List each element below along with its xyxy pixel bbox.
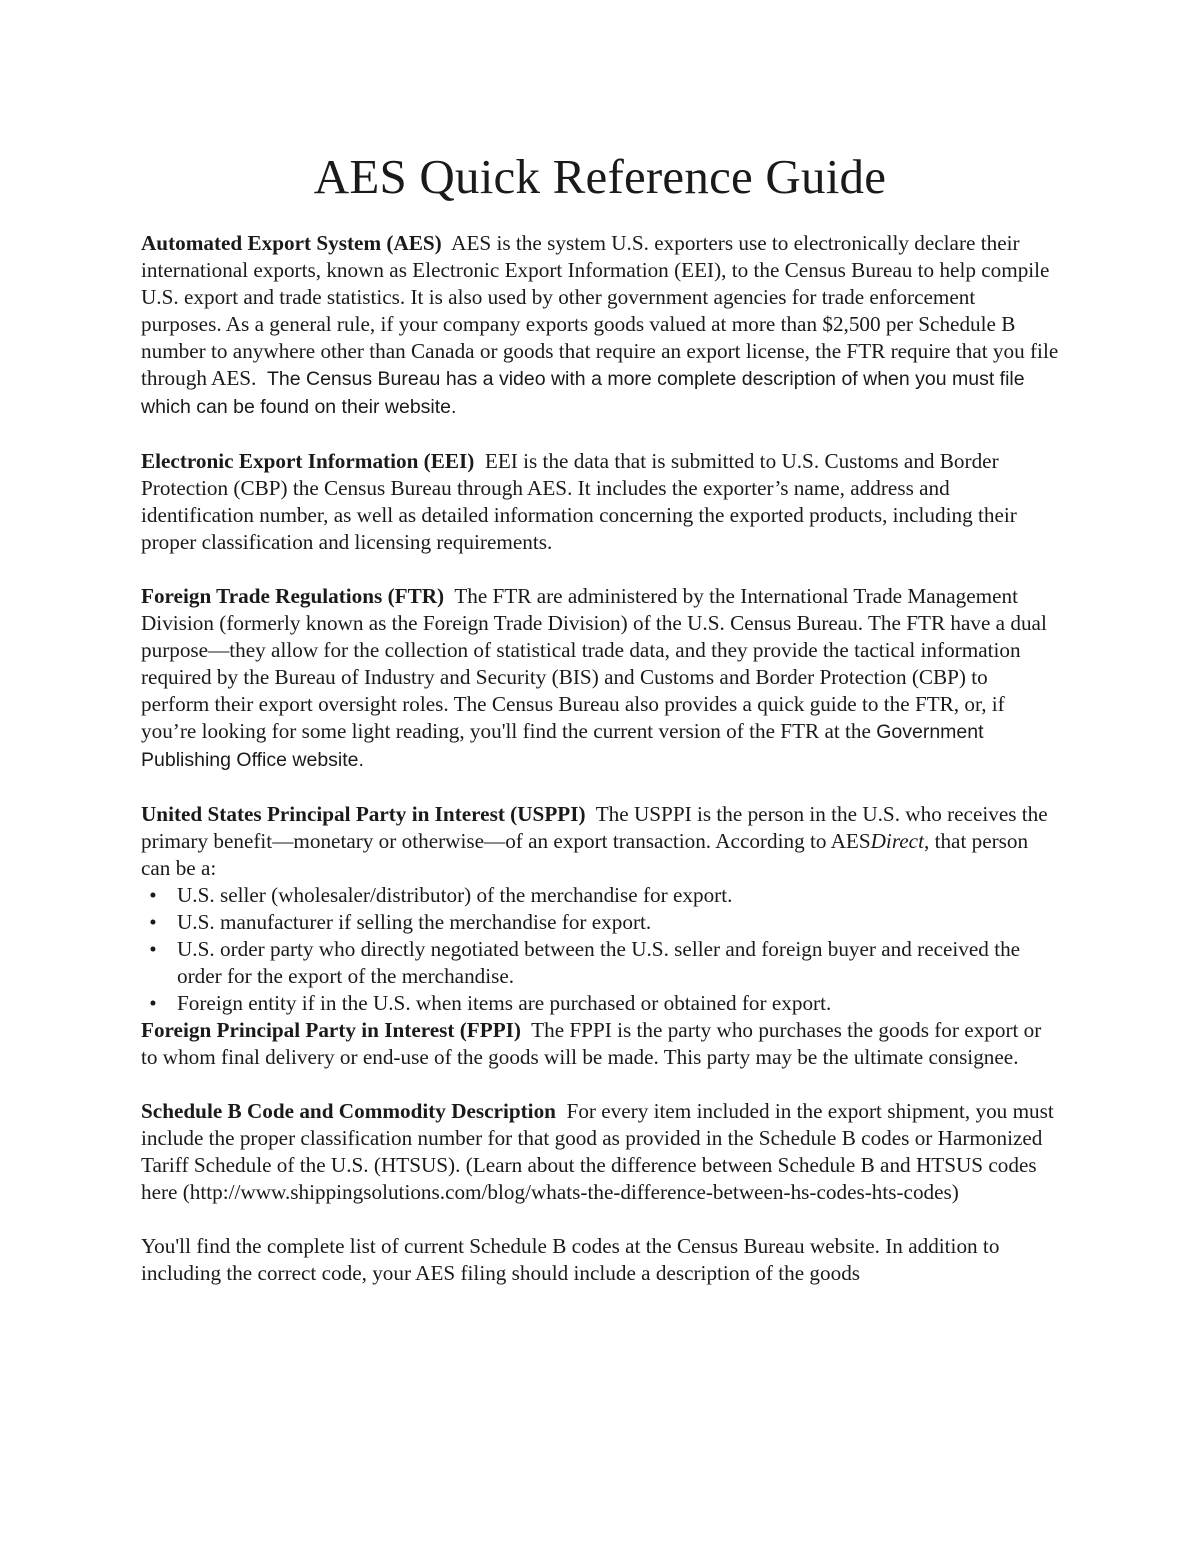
usppi-description: The USPPI is the person in the U.S. who receives the primary benefit—monetary or otherwise—of an export transaction. According to [141, 801, 1048, 853]
eei-description: EEI is the data that is submitted to U.S. Customs and Border Protection (CBP) the Census Bureau through AES. It includes the exporter’s name, address and identification number, as well as detailed information concerning the exported products, including their proper classification and licensing requirements. [141, 448, 1017, 554]
schedule-b-list-description: You'll find the complete list of current Schedule B codes at the Census Bureau website. In addition to including the correct code, your AES filing should include a description of the goods [141, 1233, 1000, 1285]
list-item: • U.S. seller (wholesaler/distributor) of the merchandise for export. [141, 882, 1059, 909]
list-item: • Foreign entity if in the U.S. when items are purchased or obtained for export. [141, 990, 1059, 1017]
aes-video-note: The Census Bureau has a video with a more complete description of when you must file which can be found on their website. [141, 367, 1025, 418]
gpo-website-link[interactable]: Government Publishing Office website. [141, 720, 984, 771]
term-ftr: Foreign Trade Regulations (FTR) [141, 583, 445, 608]
term-usppi: United States Principal Party in Interest (USPPI) [141, 801, 586, 826]
schedule-b-description: For every item included in the export shipment, you must include the proper classification number for that good as provided in the Schedule B codes or Harmonized Tariff Schedule of the U.S. (HTSUS). (Learn about the difference between Schedule B and HTSUS codes here (http://www.shippingsolutions.com/blog/whats-the-difference-between-hs-codes-hts-codes) [141, 1098, 1054, 1204]
term-fppi: Foreign Principal Party in Interest (FPPI) [141, 1017, 521, 1042]
list-item: • U.S. manufacturer if selling the merchandise for export. [141, 909, 1059, 936]
bullet-icon: • [149, 990, 157, 1015]
aesdirect-italic: Direct [870, 828, 924, 853]
section-fppi [141, 1017, 1059, 1071]
usppi-bullet-list [141, 882, 1059, 1017]
section-aes [141, 230, 1059, 421]
section-schedule-b [141, 1098, 1059, 1206]
section-usppi [141, 801, 1059, 882]
aes-description: AES is the system U.S. exporters use to electronically declare their international exports, known as Electronic Export Information (EEI), to the Census Bureau to help compile U.S. export and trade statistics. It is also used by other government agencies for trade enforcement purposes. As a general rule, if your company exports goods valued at more than $2,500 per Schedule B number to anywhere other than Canada or goods that require an export license, the FTR require that you file through AES. [141, 230, 1059, 390]
bullet-icon: • [149, 909, 157, 934]
list-item: • U.S. order party who directly negotiated between the U.S. seller and foreign buyer and received the order for the export of the merchandise. [141, 936, 1059, 990]
bullet-icon: • [149, 882, 157, 907]
page-title: AES Quick Reference Guide [313, 149, 887, 204]
document-body [141, 150, 1059, 1287]
usppi-description-end: , that person can be a: [141, 828, 1029, 880]
section-eei [141, 448, 1059, 556]
term-eei: Electronic Export Information (EEI) [141, 448, 475, 473]
fppi-description: The FPPI is the party who purchases the goods for export or to whom final delivery or end-use of the goods will be made. This party may be the ultimate consignee. [141, 1017, 1042, 1069]
section-ftr [141, 583, 1059, 774]
term-schedule-b: Schedule B Code and Commodity Description [141, 1098, 556, 1123]
aesdirect-prefix: AES [830, 828, 871, 853]
section-schedule-b-list [141, 1233, 1059, 1287]
ftr-description: The FTR are administered by the International Trade Management Division (formerly known as the Foreign Trade Division) of the U.S. Census Bureau. The FTR have a dual purpose—they allow for the collection of statistical trade data, and they provide the tactical information required by the Bureau of Industry and Security (BIS) and Customs and Border Protection (CBP) to perform their export oversight roles. The Census Bureau also provides a quick guide to the FTR, or, if you’re looking for some light reading, you'll find the current version of the FTR at the [141, 583, 1047, 743]
term-aes: Automated Export System (AES) [141, 230, 442, 255]
bullet-icon: • [149, 936, 157, 961]
